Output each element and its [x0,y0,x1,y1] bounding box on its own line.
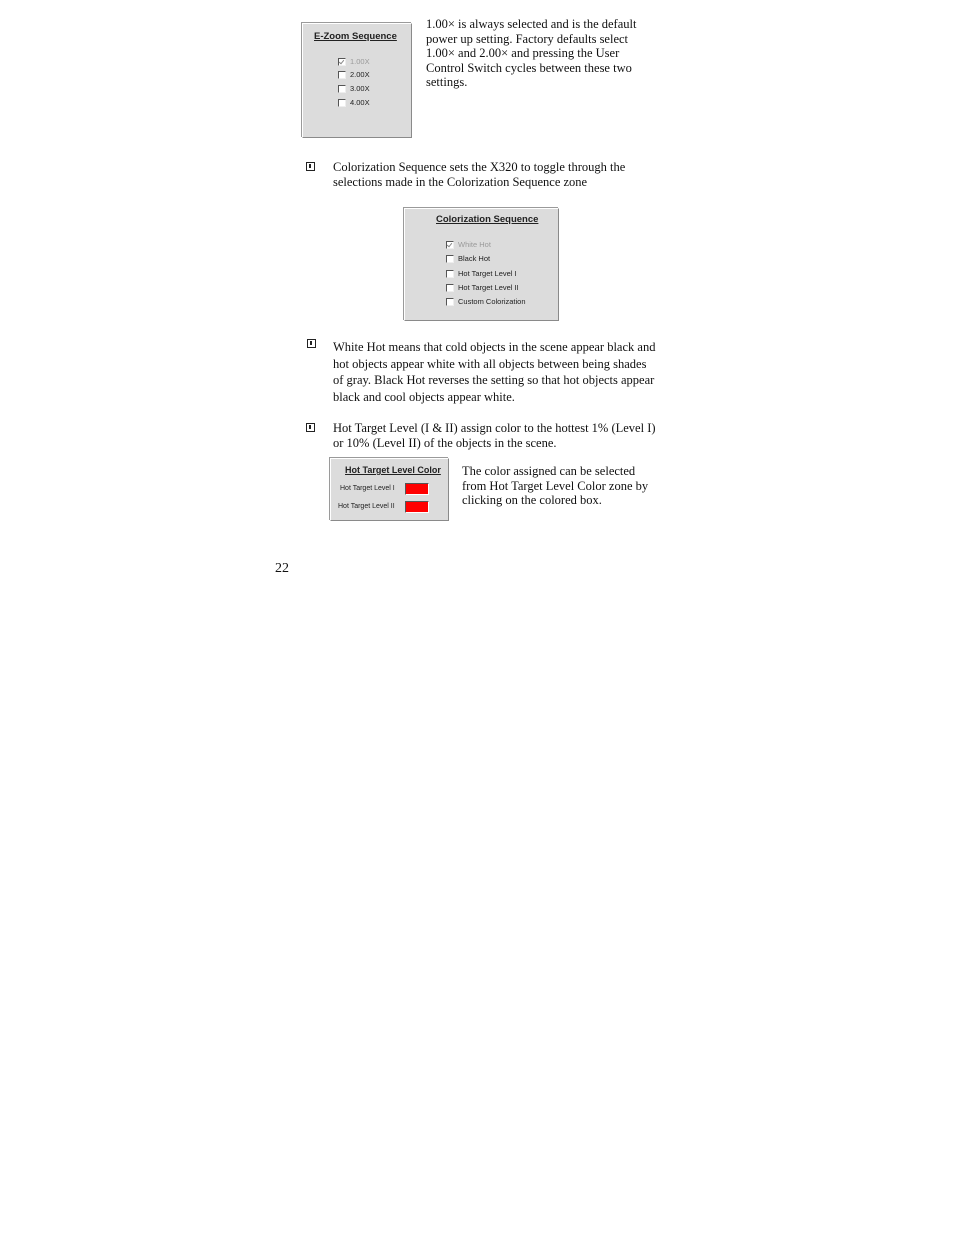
colorization-option-hot-target-2[interactable] [446,283,519,292]
checkbox-icon[interactable] [446,298,454,306]
bullet-icon [306,162,315,171]
colorization-option-label: Custom Colorization [458,297,526,306]
ezoom-option-label: 3.00X [350,84,370,93]
ezoom-option-4[interactable] [338,98,370,107]
checkbox-icon[interactable] [338,99,346,107]
hot-target-panel-title: Hot Target Level Color [345,465,441,475]
hot-target-description: Hot Target Level (I & II) assign color to the hottest 1% (Level I) or 10% (Level II) of the objects in the scene. [333,421,656,450]
checkbox-icon[interactable] [446,255,454,263]
white-hot-description: White Hot means that cold objects in the scene appear black and hot objects appear white with all objects between being shades of gray. Black Hot reverses the setting so that hot objects appear black and cool objects appear white. [333,340,656,404]
hot-target-level-1-color-box[interactable] [405,483,429,495]
ezoom-option-label: 4.00X [350,98,370,107]
colorization-option-white-hot[interactable] [446,240,491,249]
hot-target-level-1-label: Hot Target Level I [340,485,395,492]
bullet-icon [307,339,316,348]
colorization-option-hot-target-1[interactable] [446,269,517,278]
hot-target-level-2-label: Hot Target Level II [338,503,395,510]
ezoom-description: 1.00× is always selected and is the default power up setting. Factory defaults select 1.00× and 2.00× and pressing the User Control Switch cycles between these two settings. [426,17,637,89]
colorization-option-label: White Hot [458,240,491,249]
checkbox-checked-icon[interactable] [338,58,346,66]
ezoom-option-label: 2.00X [350,70,370,79]
checkbox-icon[interactable] [338,85,346,93]
checkbox-icon[interactable] [446,284,454,292]
colorization-sequence-panel [404,208,559,321]
hot-target-color-description: The color assigned can be selected from Hot Target Level Color zone by clicking on the colored box. [462,464,649,507]
colorization-option-black-hot[interactable] [446,254,490,263]
colorization-option-label: Black Hot [458,254,491,263]
page-number: 22 [275,561,289,576]
checkbox-icon[interactable] [446,270,454,278]
bullet-icon [306,423,315,432]
checkbox-checked-icon[interactable] [446,241,454,249]
ezoom-panel-title: E-Zoom Sequence [314,31,397,42]
hot-target-level-2-row [338,503,395,510]
ezoom-option-2[interactable] [338,70,370,79]
colorization-option-custom[interactable] [446,297,526,306]
colorization-option-label: Hot Target Level II [458,283,519,292]
ezoom-option-1[interactable] [338,57,370,66]
checkbox-icon[interactable] [338,71,346,79]
hot-target-level-2-color-box[interactable] [405,501,429,513]
hot-target-level-color-panel [330,458,449,521]
hot-target-level-1-row [340,485,395,492]
ezoom-option-3[interactable] [338,84,370,93]
colorization-panel-title: Colorization Sequence [436,214,539,225]
ezoom-option-label: 1.00X [350,57,370,66]
colorization-description: Colorization Sequence sets the X320 to toggle through the selections made in the Colorization Sequence zone [333,160,626,189]
colorization-option-label: Hot Target Level I [458,269,517,278]
ezoom-sequence-panel [302,23,412,138]
